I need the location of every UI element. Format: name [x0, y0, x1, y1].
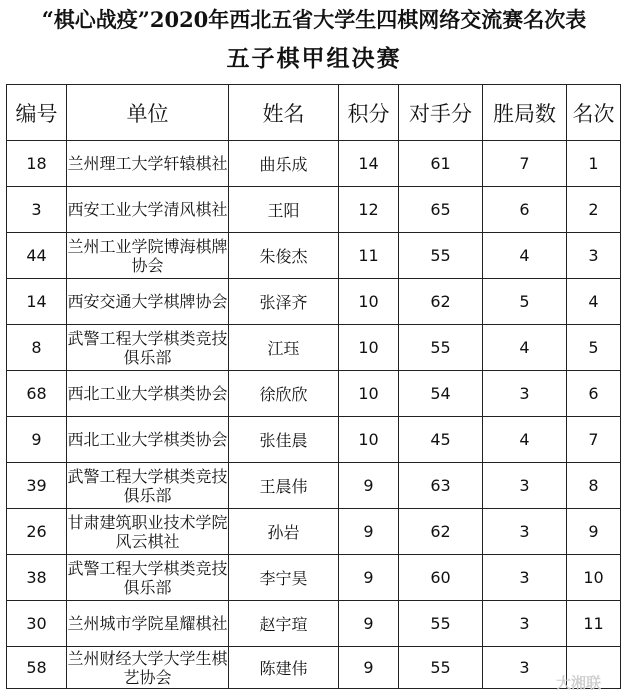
cell-points: 9 [339, 509, 399, 555]
cell-opponent-points: 54 [399, 371, 483, 417]
cell-points: 9 [339, 601, 399, 647]
cell-opponent-points: 62 [399, 279, 483, 325]
cell-id: 44 [7, 233, 67, 279]
cell-rank: 10 [567, 555, 621, 601]
cell-wins: 3 [483, 463, 567, 509]
table-row [7, 371, 621, 417]
table-row [7, 647, 621, 689]
table-row [7, 233, 621, 279]
results-table [6, 84, 621, 689]
cell-rank: 8 [567, 463, 621, 509]
cell-name: 王晨伟 [229, 463, 339, 509]
cell-id: 8 [7, 325, 67, 371]
cell-unit: 武警工程大学棋类竞技俱乐部 [67, 325, 229, 371]
cell-rank: 11 [567, 601, 621, 647]
cell-rank: 2 [567, 187, 621, 233]
cell-id: 9 [7, 417, 67, 463]
cell-name: 赵宇瑄 [229, 601, 339, 647]
cell-name: 孙岩 [229, 509, 339, 555]
cell-name: 李宁昊 [229, 555, 339, 601]
cell-opponent-points: 60 [399, 555, 483, 601]
cell-opponent-points: 63 [399, 463, 483, 509]
cell-unit: 甘肃建筑职业技术学院风云棋社 [67, 509, 229, 555]
cell-unit: 西安交通大学棋牌协会 [67, 279, 229, 325]
cell-rank: 9 [567, 509, 621, 555]
cell-unit: 兰州理工大学轩辕棋社 [67, 141, 229, 187]
cell-unit: 西北工业大学棋类协会 [67, 371, 229, 417]
cell-wins: 7 [483, 141, 567, 187]
table-row [7, 187, 621, 233]
cell-id: 3 [7, 187, 67, 233]
col-header-opponent-points: 对手分 [399, 85, 483, 141]
col-header-points: 积分 [339, 85, 399, 141]
cell-wins: 3 [483, 509, 567, 555]
col-header-name: 姓名 [229, 85, 339, 141]
cell-points: 10 [339, 371, 399, 417]
cell-rank: 3 [567, 233, 621, 279]
cell-rank: 6 [567, 371, 621, 417]
page-subtitle: 五子棋甲组决赛 [226, 45, 402, 72]
table-row [7, 463, 621, 509]
table-row [7, 141, 621, 187]
cell-unit: 西北工业大学棋类协会 [67, 417, 229, 463]
cell-wins: 5 [483, 279, 567, 325]
cell-wins: 6 [483, 187, 567, 233]
cell-name: 张佳晨 [229, 417, 339, 463]
cell-id: 26 [7, 509, 67, 555]
cell-opponent-points: 55 [399, 325, 483, 371]
cell-opponent-points: 45 [399, 417, 483, 463]
cell-id: 14 [7, 279, 67, 325]
page-title: “棋心战疫”2020年西北五省大学生四棋网络交流赛名次表 [41, 7, 587, 32]
col-header-unit: 单位 [67, 85, 229, 141]
table-row [7, 509, 621, 555]
col-header-id: 编号 [7, 85, 67, 141]
cell-opponent-points: 62 [399, 509, 483, 555]
cell-rank: 7 [567, 417, 621, 463]
cell-name: 徐欣欣 [229, 371, 339, 417]
table-row [7, 279, 621, 325]
table-row [7, 417, 621, 463]
cell-opponent-points: 61 [399, 141, 483, 187]
cell-name: 曲乐成 [229, 141, 339, 187]
cell-unit: 武警工程大学棋类竞技俱乐部 [67, 463, 229, 509]
cell-name: 朱俊杰 [229, 233, 339, 279]
cell-name: 王阳 [229, 187, 339, 233]
cell-unit: 西安工业大学清风棋社 [67, 187, 229, 233]
cell-opponent-points: 55 [399, 601, 483, 647]
cell-wins: 3 [483, 371, 567, 417]
cell-id: 39 [7, 463, 67, 509]
cell-wins: 3 [483, 555, 567, 601]
cell-unit: 兰州工业学院博海棋牌协会 [67, 233, 229, 279]
cell-name: 张泽齐 [229, 279, 339, 325]
cell-rank: 5 [567, 325, 621, 371]
cell-points: 10 [339, 279, 399, 325]
cell-opponent-points: 55 [399, 233, 483, 279]
cell-id: 68 [7, 371, 67, 417]
cell-unit: 武警工程大学棋类竞技俱乐部 [67, 555, 229, 601]
cell-opponent-points: 55 [399, 647, 483, 689]
cell-wins: 4 [483, 325, 567, 371]
cell-opponent-points: 65 [399, 187, 483, 233]
cell-points: 10 [339, 325, 399, 371]
cell-id: 30 [7, 601, 67, 647]
cell-wins: 3 [483, 601, 567, 647]
cell-unit: 兰州财经大学大学生棋艺协会 [67, 648, 228, 687]
table-row [7, 325, 621, 371]
cell-wins: 4 [483, 417, 567, 463]
cell-rank: 4 [567, 279, 621, 325]
cell-id: 58 [7, 647, 67, 689]
cell-id: 38 [7, 555, 67, 601]
cell-wins: 3 [483, 647, 567, 689]
col-header-rank: 名次 [567, 85, 621, 141]
cell-rank: 1 [567, 141, 621, 187]
table-row [7, 555, 621, 601]
cell-unit: 兰州城市学院星耀棋社 [67, 601, 229, 647]
watermark: 大湘联 [556, 674, 602, 692]
cell-points: 9 [339, 463, 399, 509]
cell-name: 陈建伟 [229, 647, 339, 689]
cell-points: 10 [339, 417, 399, 463]
col-header-wins: 胜局数 [483, 85, 567, 141]
cell-points: 9 [339, 647, 399, 689]
cell-name: 江珏 [229, 325, 339, 371]
cell-id: 18 [7, 141, 67, 187]
header-row [7, 85, 621, 141]
cell-points: 11 [339, 233, 399, 279]
cell-points: 12 [339, 187, 399, 233]
cell-wins: 4 [483, 233, 567, 279]
cell-points: 9 [339, 555, 399, 601]
table-row [7, 601, 621, 647]
cell-points: 14 [339, 141, 399, 187]
